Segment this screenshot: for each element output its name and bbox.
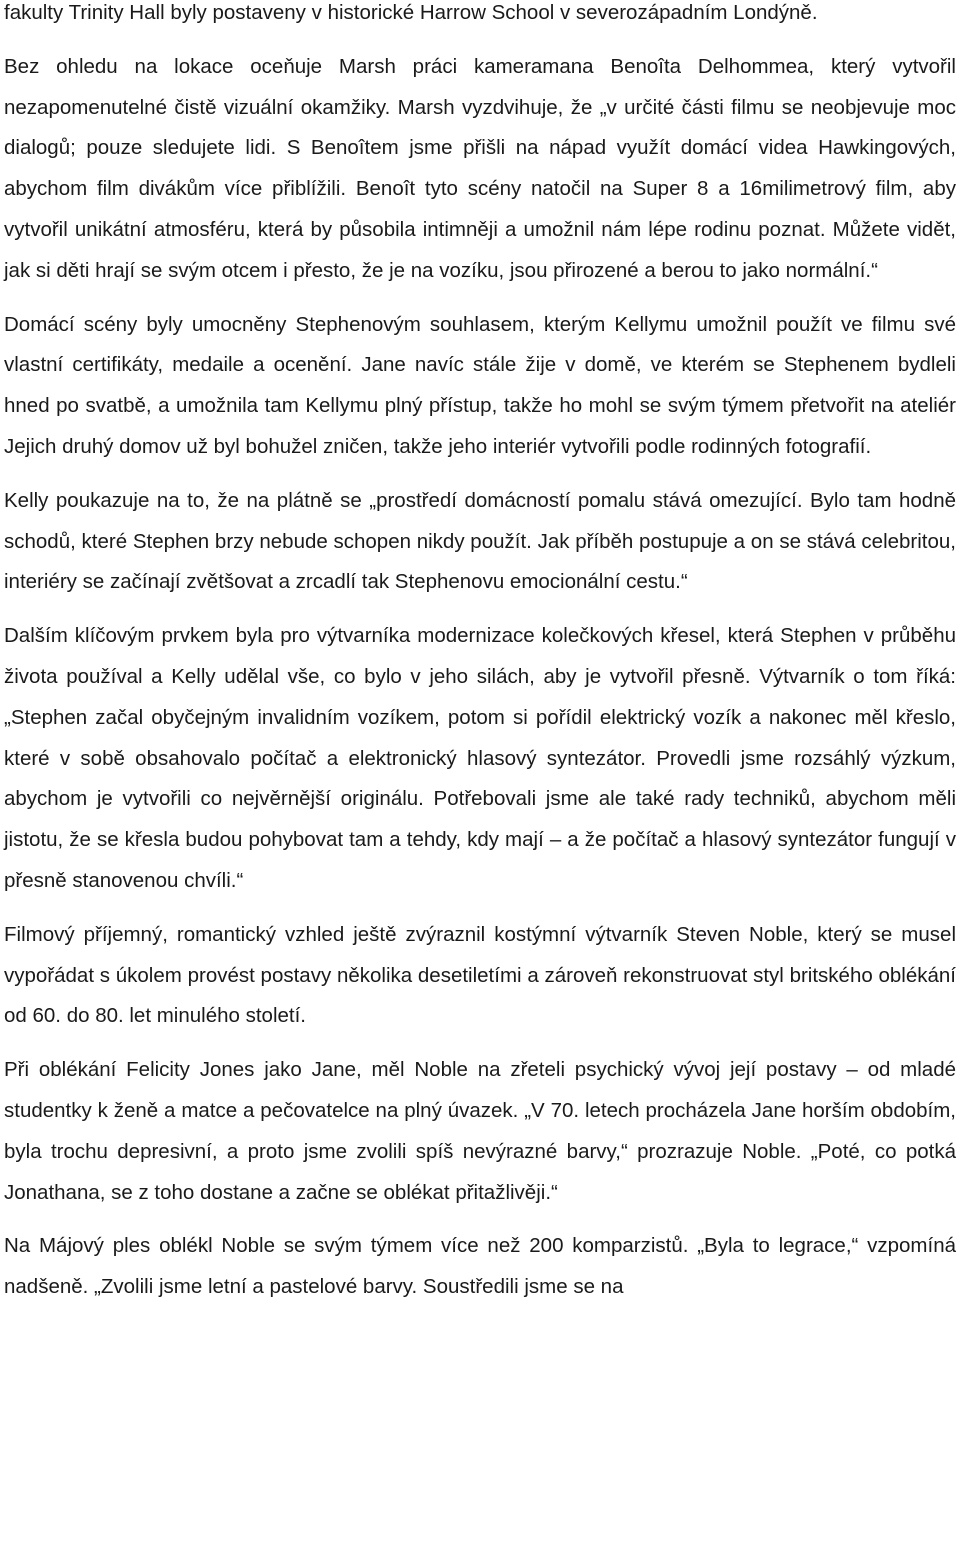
- paragraph: Dalším klíčovým prvkem byla pro výtvarníka modernizace kolečkových křesel, která Stephen v průběhu života používal a Kelly udělal vše, co bylo v jeho silách, aby je vytvořil přesně. Výtvarník o tom říká: „Stephen začal obyčejným invalidním vozíkem, potom si pořídil elektrický vozík a nakonec měl křeslo, které v sobě obsahovalo počítač a elektronický hlasový syntezátor. Provedli jsme rozsáhlý výzkum, abychom je vytvořili co nejvěrnější originálu. Potřebovali jsme ale také rady techniků, abychom měli jistotu, že se křesla budou pohybovat tam a tehdy, kdy mají – a že počítač a hlasový syntezátor fungují v přesně stanovenou chvíli.“: [4, 624, 956, 892]
- paragraph: fakulty Trinity Hall byly postaveny v historické Harrow School v severozápadním Londýně.: [4, 1, 818, 24]
- paragraph: Domácí scény byly umocněny Stephenovým souhlasem, kterým Kellymu umožnil použít ve filmu své vlastní certifikáty, medaile a ocenění. Jane navíc stále žije v domě, ve kterém se Stephenem bydleli hned po svatbě, a umožnila tam Kellymu plný přístup, takže ho mohl se svým týmem přetvořit na ateliér Jejich druhý domov už byl bohužel zničen, takže jeho interiér vytvořili podle rodinných fotografií.: [4, 312, 956, 458]
- paragraph: Při oblékání Felicity Jones jako Jane, měl Noble na zřeteli psychický vývoj její postavy – od mladé studentky k ženě a matce a pečovatelce na plný úvazek. „V 70. letech procházela Jane horším obdobím, byla trochu depresivní, a proto jsme zvolili spíš nevýrazné barvy,“ prozrazuje Noble. „Poté, co potká Jonathana, se z toho dostane a začne se oblékat přitažlivěji.“: [4, 1058, 956, 1204]
- paragraph: Kelly poukazuje na to, že na plátně se „prostředí domácností pomalu stává omezující. Bylo tam hodně schodů, které Stephen brzy nebude schopen nikdy použít. Jak příběh postupuje a on se stává celebritou, interiéry se začínají zvětšovat a zrcadlí tak Stephenovu emocionální cestu.“: [4, 488, 956, 594]
- paragraph: Bez ohledu na lokace oceňuje Marsh práci kameramana Benoîta Delhommea, který vytvořil nezapomenutelné čistě vizuální okamžiky. Marsh vyzdvihuje, že „v určité části filmu se neobjevuje moc dialogů; pouze sledujete lidi. S Benoîtem jsme přišli na nápad využít domácí videa Hawkingových, abychom film divákům více přiblížili. Benoît tyto scény natočil na Super 8 a 16milimetrový film, aby vytvořil unikátní atmosféru, která by působila intimněji a umožnil nám lépe rodinu poznat. Můžete vidět, jak si děti hrají se svým otcem i přesto, že je na vozíku, jsou přirozené a berou to jako normální.“: [4, 54, 956, 282]
- document-body: [4, 0, 956, 1321]
- paragraph: Na Májový ples oblékl Noble se svým týmem více než 200 komparzistů. „Byla to legrace,“ vzpomíná nadšeně. „Zvolili jsme letní a pastelové barvy. Soustředili jsme se na: [4, 1234, 956, 1299]
- paragraph: Filmový příjemný, romantický vzhled ještě zvýraznil kostýmní výtvarník Steven Noble, který se musel vypořádat s úkolem provést postavy několika desetiletími a zároveň rekonstruovat styl britského oblékání od 60. do 80. let minulého století.: [4, 922, 956, 1028]
